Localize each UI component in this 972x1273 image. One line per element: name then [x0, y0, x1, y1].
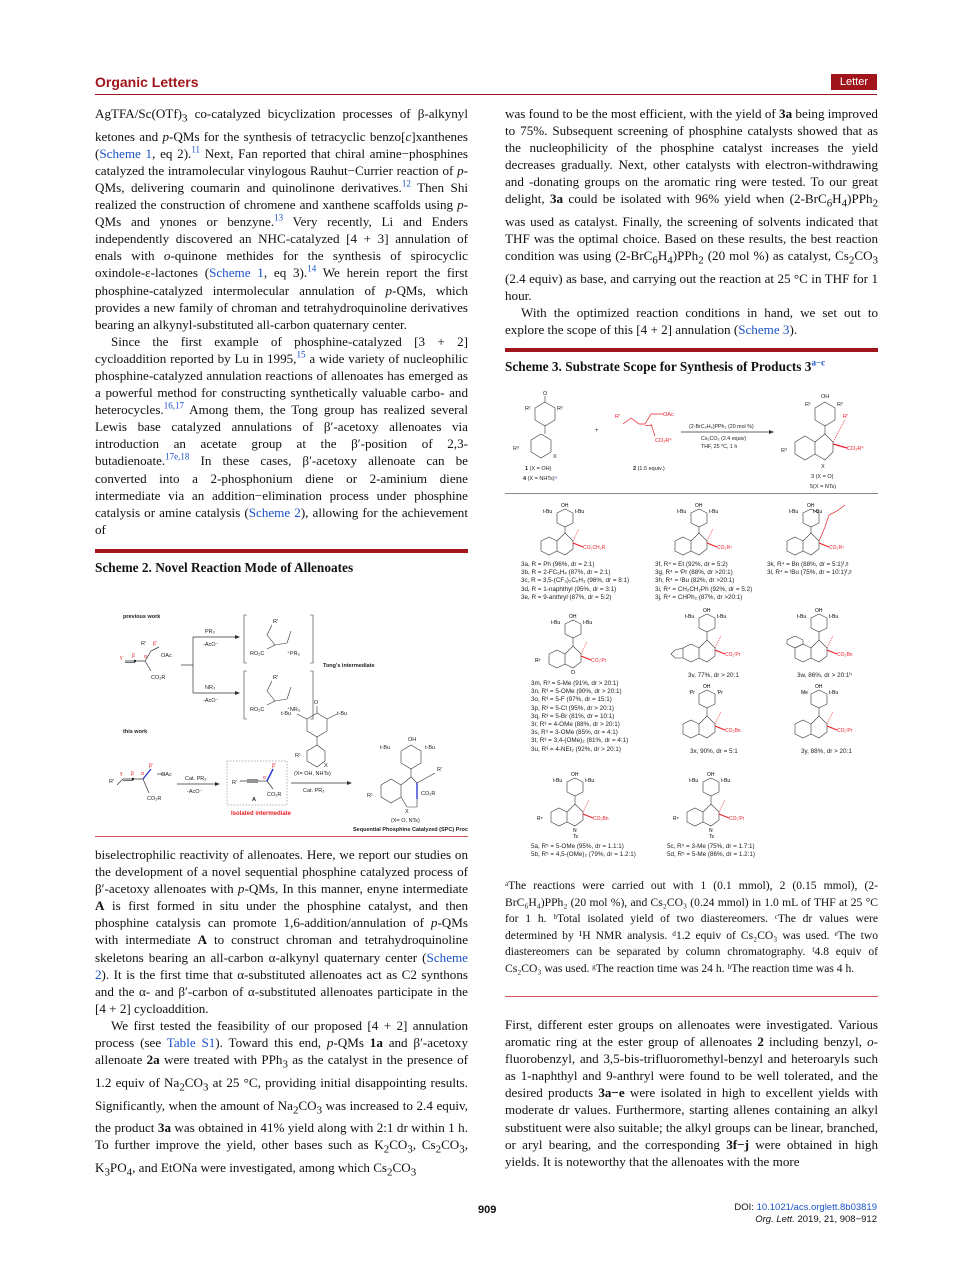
svg-text:RO₂C: RO₂C [250, 651, 265, 657]
scheme-1-link[interactable]: Scheme 1 [99, 145, 153, 161]
product-entry: 3g, R⁴ = ⁱPr (88%, dr >20:1) [655, 569, 733, 577]
products-3f-3j-list [655, 561, 775, 602]
svg-text:t-Bu: t-Bu [829, 690, 839, 696]
svg-text:CO₂Bn: CO₂Bn [837, 652, 853, 658]
svg-text:NR₃: NR₃ [205, 685, 216, 691]
svg-text:X: X [821, 464, 825, 470]
right-column-lower [505, 1016, 878, 1170]
scheme-3-bar [505, 348, 878, 352]
scheme-3-title: Scheme 3. Substrate Scope for Synthesis of Products $3^{a-c}$ [505, 358, 826, 375]
footnote-rule [505, 996, 878, 997]
product-entry: 3e, R = 9-anthryl (87%, dr = 5:2) [521, 593, 612, 601]
product-3w-caption: 3w, 86%, dr > 20:1ʰ [797, 672, 852, 679]
previous-work-label: previous work [123, 614, 161, 620]
svg-text:CO₂ⁱPr: CO₂ⁱPr [591, 658, 607, 664]
paragraph-ester-scope: First, different ester groups on allenoates were investigated. Various aromatic ring at the ester group of allenoates 2 including benzyl, o-fluorobenzyl, and 3,5-bis-trifluoromethyl-benzyl and heteroaryls such as 1-naphthyl and 9-anthryl were found to be well tolerated, and the desired products 3a−e were isolated in high to excellent yields with moderate dr values. Furthermore, starting allenes containing an alkyl substituent were also suitable; the alkyl groups can be linear, branched, or aryl bearing, and the corresponding 3f−j were obtained in high yields. It is noteworthy that the allenoates with the more [505, 1017, 879, 1169]
ref-link[interactable]: 12 [401, 178, 411, 189]
svg-text:CO₂R: CO₂R [151, 675, 166, 681]
product-entry: 3n, R³ = 5-OMe (90%, dr > 20:1) [531, 688, 622, 696]
svg-text:t-Bu: t-Bu [721, 778, 731, 784]
svg-text:CO₂R⁴: CO₂R⁴ [847, 446, 864, 452]
svg-text:t-Bu: t-Bu [553, 778, 563, 784]
svg-text:R²: R² [837, 402, 843, 408]
svg-text:⁺PR₃: ⁺PR₃ [287, 651, 300, 657]
product-entry: 3i, R⁴ = CH₂CH₂Ph (92%, dr = 5:2) [655, 585, 753, 593]
svg-text:O: O [314, 700, 319, 706]
product-3a-structure [521, 501, 641, 559]
svg-text:O: O [543, 391, 548, 397]
svg-text:t-Bu: t-Bu [543, 509, 553, 515]
svg-text:R²: R² [557, 406, 563, 412]
product-3v-structure [655, 606, 765, 670]
product-3v-caption: 3v, 77%, dr > 20:1 [688, 672, 739, 679]
products-5c-5d-list [667, 843, 797, 859]
tongs-intermediate-label: Tong's intermediate [323, 663, 375, 669]
svg-text:t-Bu: t-Bu [813, 509, 823, 515]
svg-text:A: A [252, 797, 256, 803]
svg-text:β′: β′ [153, 641, 157, 647]
svg-text:t-Bu: t-Bu [829, 614, 839, 620]
left-column [95, 105, 468, 576]
svg-text:t-Bu: t-Bu [709, 509, 719, 515]
svg-text:R′: R′ [273, 675, 279, 681]
svg-text:1 (X = OH): 1 (X = OH) [525, 466, 552, 472]
scheme-2-bar [95, 549, 468, 553]
svg-text:CO₂ⁱPr: CO₂ⁱPr [729, 816, 745, 822]
product-3f-structure [655, 501, 765, 559]
svg-text:Ts: Ts [573, 834, 578, 840]
scheme-3-figure [505, 388, 878, 870]
svg-text:R′: R′ [273, 619, 279, 625]
svg-text:OH: OH [821, 394, 830, 400]
svg-text:β′: β′ [272, 763, 276, 769]
svg-text:⁺NR₃: ⁺NR₃ [287, 707, 301, 713]
journal-name: Organic Letters [95, 74, 199, 90]
svg-text:t-Bu: t-Bu [797, 614, 807, 620]
svg-text:+: + [595, 428, 599, 434]
header-rule [95, 94, 877, 95]
scheme-3-footnote: ᵃThe reactions were carried out with 1 (0.1 mmol), 2 (0.15 mmol), (2-BrC₆H₄)PPh₂ (20 mol %), and Cs₂CO₃ (0.24 mmol) in 1.0 mL of THF at 25 °C for 1 h. ᵇTotal isolated yield of two diastereomers. ᶜThe dr values were determined by ¹H NMR analysis. ᵈ1.2 equiv of Cs₂CO₃ was used. ᵉThe two diastereomers can be separated by column chromatography. ᶠ4.8 equiv of Cs₂CO₃ was used. ᵍThe reaction time was 24 h. ʰThe reaction time was 4 h. [505, 879, 878, 975]
products-3a-3e-list [521, 561, 646, 602]
svg-text:OH: OH [561, 503, 569, 509]
svg-text:α: α [263, 775, 266, 781]
svg-text:R⁵: R⁵ [673, 816, 679, 822]
svg-text:OH: OH [815, 684, 823, 690]
svg-text:t-Bu: t-Bu [380, 745, 391, 751]
scheme-2-link[interactable]: Scheme 2 [95, 949, 468, 982]
product-entry: 5a, R⁵ = 5-OMe (95%, dr = 1.1:1) [531, 843, 624, 850]
article-type-badge: Letter [831, 74, 877, 90]
product-entry: 3t, R³ = 3,4-(OMe)₂ (81%, dr = 4:1) [531, 737, 629, 745]
svg-text:Cat. PR₃: Cat. PR₃ [303, 788, 325, 794]
svg-text:γ: γ [120, 771, 123, 777]
product-3k-structure [767, 501, 877, 559]
svg-text:OAc: OAc [161, 653, 172, 659]
svg-text:CO₂CH₂R: CO₂CH₂R [583, 545, 606, 551]
product-entry: 3o, R³ = 5-F (97%, dr = 15:1) [531, 696, 612, 704]
svg-text:α: α [141, 771, 144, 777]
svg-text:ⁱPr: ⁱPr [689, 690, 695, 696]
product-entry: 3a, R = Ph (96%, dr = 2:1) [521, 561, 595, 568]
svg-text:ⁱPr: ⁱPr [717, 690, 723, 696]
svg-text:R³: R³ [535, 658, 541, 664]
svg-text:t-Bu: t-Bu [337, 711, 348, 717]
svg-text:PR₃: PR₃ [205, 629, 215, 635]
svg-text:Cat. PR₃: Cat. PR₃ [185, 776, 207, 782]
svg-text:R¹: R¹ [525, 406, 531, 412]
svg-text:OH: OH [571, 772, 579, 778]
svg-text:Ts: Ts [709, 834, 714, 840]
scheme-2-bottom-rule [95, 836, 468, 837]
product-5a-structure [531, 770, 651, 840]
products-5a-5b-list [531, 843, 661, 859]
svg-text:OH: OH [707, 772, 715, 778]
svg-text:CO₂R⁴: CO₂R⁴ [655, 438, 672, 444]
products-3m-3u-list [531, 680, 651, 754]
doi-link[interactable]: 10.1021/acs.orglett.8b03819 [756, 1202, 877, 1213]
scheme-1-link[interactable]: Scheme 1 [209, 265, 264, 281]
svg-text:R′: R′ [843, 414, 849, 420]
paragraph-intro-continued: AgTFA/$Sc(OTf)_3$ co-catalyzed bicyclization processes of β-alkynyl ketones and p-QMs for the synthesis of tetracyclic benzo[c]xanthenes (Scheme 1, eq 2).$^{11}$ Next, Fan reported that chiral amine−phosphines catalyzed the intramolecular vinylogous Rauhut−Currier reaction of p-QMs, delivering coumarin and quinolinone derivatives.$^{12}$ Then Shi realized the construction of chromene and xanthene scaffolds using p-QMs and ynones or benzyne.$^{13}$ Very recently, Li and Enders independently discovered an NHC-catalyzed [4 + 3] annulation of enals with o-quinone methides for the synthesis of spirocyclic oxindole-ε-lactones (Scheme 1, eq 3).$^{14}$ We herein report the first phosphine-catalyzed intermolecular annulation of p-QMs, which provides a new family of chroman and tetrahydroquinoline derivatives bearing an alkynyl-substituted all-carbon quaternary center. [95, 106, 469, 332]
svg-text:CO₂ⁱPr: CO₂ⁱPr [837, 728, 853, 734]
svg-text:R¹: R¹ [367, 793, 373, 799]
svg-text:t-Bu: t-Bu [685, 614, 695, 620]
product-3y-structure [773, 682, 877, 746]
product-entry: 3s, R³ = 3-OMe (85%, dr = 4:1) [531, 729, 618, 737]
scheme-3-link[interactable]: Scheme 3 [738, 322, 790, 338]
product-entry: 3k, R⁴ = Bn (88%, dr = 5:1)ᶠ,ᵍ [767, 561, 849, 568]
svg-text:OH: OH [695, 503, 703, 509]
svg-text:R¹: R¹ [295, 753, 301, 759]
this-work-label: this work [123, 729, 148, 735]
svg-text:OH: OH [569, 614, 577, 620]
svg-text:t-Bu: t-Bu [585, 778, 595, 784]
svg-text:-AcO⁻: -AcO⁻ [187, 789, 203, 795]
ref-link[interactable]: 11 [191, 144, 200, 155]
svg-text:Cs₂CO₃ (2.4 equiv): Cs₂CO₃ (2.4 equiv) [701, 436, 747, 442]
svg-text:OH: OH [408, 737, 417, 743]
svg-text:OH: OH [703, 684, 711, 690]
product-entry: 5b, R⁵ = 4,5-(OMe)₂ (79%, dr = 1.2:1) [531, 851, 636, 859]
product-entry: 3h, R⁴ = ᵗBu (82%, dr >20:1) [655, 577, 735, 585]
ref-link[interactable]: 15 [296, 349, 306, 360]
svg-text:R′: R′ [141, 641, 147, 647]
svg-text:t-Bu: t-Bu [689, 778, 699, 784]
paragraph-optimization: We first tested the feasibility of our proposed [4 + 2] annulation process (see Table S1). Toward this end, p-QMs 1a and β′-acetoxy allenoate 2a were treated with PPh$_3$ as the catalyst in the presence of 1.2 equiv of $Na_2CO_3$ at 25 °C, providing initial disappointing results. Significantly, when the amount of $Na_2CO_3$ was increased to 2.4 equiv, the product 3a was obtained in 41% yield along with 2:1 dr within 1 h. To further improve the yield, other bases such as $K_2CO_3$, $Cs_2CO_3$, $K_3PO_4$, and EtONa were investigated, among which $Cs_2CO_3$ [95, 1017, 469, 1179]
paragraph-catalyst-screening: was found to be the most efficient, with the yield of 3a being improved to 75%. Subsequent screening of phosphine catalysts showed that as the nucleophilicity of the phosphine catalyst increases the yield decreases gradually. Next, other catalysts with electron-withdrawing and -donating groups on the aromatic ring were tested. To our great delight, 3a could be isolated with 96% yield when $(2-BrC_6H_4)PPh_2$ was used as catalyst. Finally, the screening of solvents indicated that THF was the optimal choice. Based on these results, the best reaction condition was using $(2-BrC_6H_4)PPh_2$ (20 mol %) as catalyst, $Cs_2CO_3$ (2.4 equiv) as base, and carrying out the reaction at 25 °C in THF for 1 hour. [505, 106, 879, 304]
right-column [505, 105, 878, 376]
paragraph-background: Since the first example of phosphine-catalyzed [3 + 2] cycloaddition reported by Lu in 1995,15 a wide variety of nucleophilic phosphine-catalyzed annulation reactions of allenoates has emerged as a powerful method for constructing synthetically valuable carbo- and heterocycles.$^{16,17}$ Among them, the Tong group has realized several Lewis base catalyzed annulations of β′-acetoxy allenoates via introduction an acetate group at the β′-position of 2,3-butadienoate.$^{17e,18}$ In these cases, β′-acetoxy allenoate can be converted into a 2-phosphonium diene or 2-aminium diene intermediate via an addition−elimination process under phosphine catalysis or amine catalysis (Scheme 2), allowing for the achievement of [95, 333, 468, 537]
product-entry: 3r, R³ = 4-OMe (88%, dr > 20:1) [531, 721, 620, 729]
svg-text:CO₂R: CO₂R [421, 791, 436, 797]
svg-text:(X= O, NTs): (X= O, NTs) [391, 818, 420, 824]
svg-text:t-Bu: t-Bu [281, 711, 292, 717]
svg-text:CO₂R⁴: CO₂R⁴ [829, 545, 845, 551]
svg-text:R³: R³ [513, 446, 519, 452]
scheme-2-drawing [95, 603, 468, 833]
product-3y-caption: 3y, 88%, dr > 20:1 [801, 748, 852, 755]
product-entry: 3f, R⁴ = Et (92%, dr = 5:2) [655, 561, 728, 568]
product-entry: 3m, R³ = 5-Me (91%, dr > 20:1) [531, 680, 619, 687]
svg-text:CO₂Bn: CO₂Bn [725, 728, 741, 734]
svg-text:t-Bu: t-Bu [425, 745, 436, 751]
running-header [95, 74, 877, 94]
svg-text:OAc: OAc [663, 412, 674, 418]
svg-text:β: β [131, 771, 134, 777]
svg-text:Me: Me [801, 690, 808, 696]
svg-text:R⁵: R⁵ [537, 816, 543, 822]
svg-text:CO₂ⁱPr: CO₂ⁱPr [725, 652, 741, 658]
isolated-intermediate-label: Isolated intermediate [231, 811, 292, 817]
svg-text:R³: R³ [781, 448, 787, 454]
product-entry: 3c, R = 3,5-(CF₃)₂C₆H₃ (96%, dr = 8:1) [521, 577, 630, 585]
svg-text:CO₂R: CO₂R [147, 796, 162, 802]
svg-text:t-Bu: t-Bu [717, 614, 727, 620]
svg-text:OH: OH [703, 608, 711, 614]
svg-text:N: N [709, 828, 713, 834]
svg-text:t-Bu: t-Bu [677, 509, 687, 515]
scheme-2-title: Scheme 2. Novel Reaction Mode of Allenoates [95, 559, 354, 575]
ref-link[interactable]: 13 [274, 212, 284, 223]
ref-link[interactable]: 14 [307, 264, 317, 275]
svg-text:α: α [144, 654, 147, 660]
scheme-3-general-reaction [505, 388, 878, 493]
product-5c-structure [667, 770, 787, 840]
svg-text:X: X [324, 763, 328, 769]
product-entry: 3j, R⁴ = CHPh₂ (87%, dr >20:1) [655, 593, 743, 601]
page-number: 909 [478, 1204, 497, 1216]
svg-text:2 (1.5 equiv.): 2 (1.5 equiv.) [633, 466, 665, 472]
svg-text:R′: R′ [615, 414, 621, 420]
svg-text:t-Bu: t-Bu [583, 620, 593, 626]
scheme-2-link[interactable]: Scheme 2 [248, 504, 301, 520]
svg-text:β′: β′ [149, 763, 153, 769]
product-entry: 5c, R⁵ = 3-Me (75%, dr = 1.7:1) [667, 843, 755, 850]
svg-text:OAc: OAc [161, 772, 172, 778]
ref-link[interactable]: 16,17 [163, 400, 184, 411]
svg-text:(X= OH, NHTs): (X= OH, NHTs) [294, 771, 331, 777]
svg-text:THF, 25 °C, 1 h: THF, 25 °C, 1 h [701, 444, 738, 450]
product-3x-caption: 3x, 90%, dr = 5:1 [690, 748, 738, 755]
svg-text:t-Bu: t-Bu [789, 509, 799, 515]
scheme-3-divider [505, 493, 878, 494]
svg-text:4 (X = NHTs)ᵈ: 4 (X = NHTs)ᵈ [523, 476, 557, 482]
ref-link[interactable]: 17e,18 [165, 452, 190, 463]
svg-text:CO₂R⁴: CO₂R⁴ [717, 545, 733, 551]
table-s1-link[interactable]: Table S1 [166, 1035, 216, 1051]
product-entry: 5d, R⁵ = 5-Me (86%, dr = 1.2:1) [667, 851, 756, 859]
svg-text:CO₂Bn: CO₂Bn [593, 816, 609, 822]
svg-text:X: X [553, 454, 557, 460]
svg-text:γ: γ [120, 655, 123, 661]
paragraph-this-work: biselectrophilic reactivity of allenoates. Here, we report our studies on the development of a novel sequential phosphine catalyzed process of β′-acetoxy allenoates with p-QMs, In this manner, enyne intermediate A is first formed in situ under the phosphine catalyst, and then phosphine catalysis can promote 1,6-addition/annulation of p-QMs with intermediate A to construct chroman and tetrahydroquinoline skeletons bearing an all-carbon α-alkynyl quaternary center (Scheme 2). It is the first time that α-substituted allenoates act as C2 synthons and the α- and β′-carbon of α-substituted allenoates participate in the [4 + 2] cycloaddition. [95, 847, 469, 1016]
products-3k-3l-list [767, 561, 877, 577]
scheme-2-figure [95, 603, 468, 833]
catalyst-conditions: (2-BrC₆H₄)PPh₂ (20 mol %) [689, 424, 754, 430]
left-column-lower [95, 846, 468, 1182]
product-entry: 3d, R = 1-naphthyl (95%, dr = 3:1) [521, 585, 617, 593]
svg-text:OH: OH [815, 608, 823, 614]
svg-text:O: O [571, 670, 575, 676]
product-3x-structure [655, 682, 765, 746]
svg-text:β: β [132, 653, 135, 659]
svg-text:RO₂C: RO₂C [250, 707, 265, 713]
svg-text:5(X = NTs): 5(X = NTs) [810, 484, 837, 490]
product-entry: 3q, R³ = 5-Br (81%, dr = 10:1) [531, 712, 615, 720]
svg-text:-AcO⁻: -AcO⁻ [203, 642, 219, 648]
svg-text:OH: OH [807, 503, 815, 509]
svg-text:R′: R′ [109, 779, 115, 785]
product-entry: 3b, R = 2-FC₆H₄ (87%, dr = 2:1) [521, 569, 611, 577]
product-entry: 3u, R³ = 4-NEt₂ (92%, dr > 20:1) [531, 745, 621, 753]
spc-process-label: Sequential Phosphine Catalyzed (SPC) Process [353, 827, 468, 833]
svg-text:-AcO⁻: -AcO⁻ [203, 698, 219, 704]
svg-text:R′: R′ [437, 767, 443, 773]
svg-text:t-Bu: t-Bu [575, 509, 585, 515]
svg-text:t-Bu: t-Bu [551, 620, 561, 626]
svg-text:R¹: R¹ [805, 402, 811, 408]
product-entry: 3p, R³ = 5-Cl (95%, dr > 20:1) [531, 704, 614, 712]
product-3w-structure [773, 606, 877, 670]
paragraph-scope-intro: With the optimized reaction conditions in hand, we set out to explore the scope of this [4 + 2] annulation (Scheme 3). [505, 305, 878, 338]
svg-text:R′: R′ [232, 780, 238, 786]
svg-text:3 (X = O): 3 (X = O) [811, 474, 834, 480]
svg-text:N: N [573, 828, 577, 834]
doi-citation: DOI: 10.1021/acs.orglett.8b03819 Org. Lett. 2019, 21, 908−912 [734, 1202, 877, 1225]
product-entry: 3l, R⁴ = ᵗBu (75%, dr = 10:1)ᶠ,ᵍ [767, 569, 852, 577]
svg-text:CO₂R: CO₂R [267, 792, 282, 798]
product-3m-structure [521, 610, 641, 678]
svg-text:X: X [405, 809, 409, 815]
